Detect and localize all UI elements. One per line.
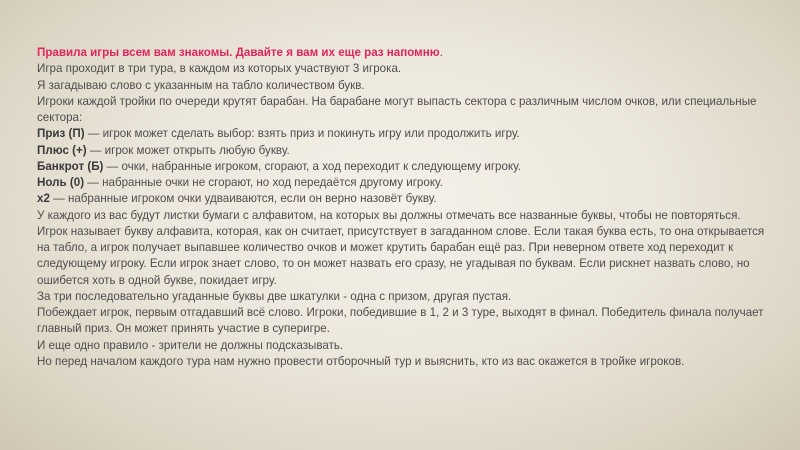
- paragraph-boxes: За три последовательно угаданные буквы две шкатулки - одна с призом, другая пустая.: [37, 289, 512, 303]
- paragraph-drum: Игроки каждой тройки по очереди крутят барабан. На барабане могут выпасть сектора с различным числом очков, или специальные сектора:: [37, 94, 757, 124]
- paragraph-tours: Игра проходит в три тура, в каждом из которых участвуют 3 игрока.: [37, 62, 402, 76]
- sector-term: х2: [37, 192, 50, 206]
- sector-zero: [37, 175, 777, 191]
- rules-heading: [37, 45, 777, 61]
- sector-term: Ноль (0): [37, 176, 85, 189]
- paragraph-no-hints: И еще одно правило - зрители не должны подсказывать.: [37, 338, 344, 352]
- paragraph-alphabet-sheets: У каждого из вас будут листки бумаги с алфавитом, на которых вы должны отмечать все названные буквы, чтобы не повторяться.: [37, 208, 741, 222]
- sector-bankrupt: [37, 159, 777, 175]
- paragraph-guessing-rules: Игрок называет букву алфавита, которая, как он считает, присутствует в загаданном слове. Если такая буква есть, то она открывается на табло, а игрок получает выпавшее количество очков и может крутить барабан ещё раз. При неверном ответе ход переходит к следующему игроку. Если игрок знает слово, то он может назвать его сразу, не угадывая по буквам. Если рискнет назвать слово, но ошибется хоть в одной букве, покидает игру.: [37, 224, 765, 287]
- rules-heading-text: Правила игры всем вам знакомы. Давайте я вам их еще раз напомню: [37, 46, 440, 59]
- sector-prize: [37, 126, 777, 142]
- sector-plus: [37, 143, 777, 159]
- rules-text-block: [37, 45, 777, 370]
- sector-description: — игрок может открыть любую букву.: [86, 143, 290, 157]
- paragraph-word: Я загадываю слово с указанным на табло количеством букв.: [37, 78, 365, 92]
- paragraph-qualifier: Но перед началом каждого тура нам нужно провести отборочный тур и выяснить, кто из вас окажется в тройке игроков.: [37, 354, 685, 368]
- paragraph-winner: Побеждает игрок, первым отгадавший всё слово. Игроки, победившие в 1, 2 и 3 туре, выходят в финал. Победитель финала получает главный приз. Он может принять участие в суперигре.: [37, 306, 764, 336]
- sector-description: — набранные очки не сгорают, но ход передаётся другому игроку.: [84, 176, 443, 189]
- sector-description: — набранные игроком очки удваиваются, если он верно назовёт букву.: [49, 192, 437, 206]
- sector-description: — игрок может сделать выбор: взять приз и покинуть игру или продолжить игру.: [84, 127, 520, 141]
- rules-heading-period: .: [439, 46, 443, 59]
- sector-description: — очки, набранные игроком, сгорают, а ход переходит к следующему игроку.: [103, 159, 522, 173]
- sector-term: Плюс (+): [37, 143, 87, 157]
- sector-term: Банкрот (Б): [37, 159, 104, 173]
- sector-double: [37, 191, 777, 207]
- sector-term: Приз (П): [37, 127, 85, 141]
